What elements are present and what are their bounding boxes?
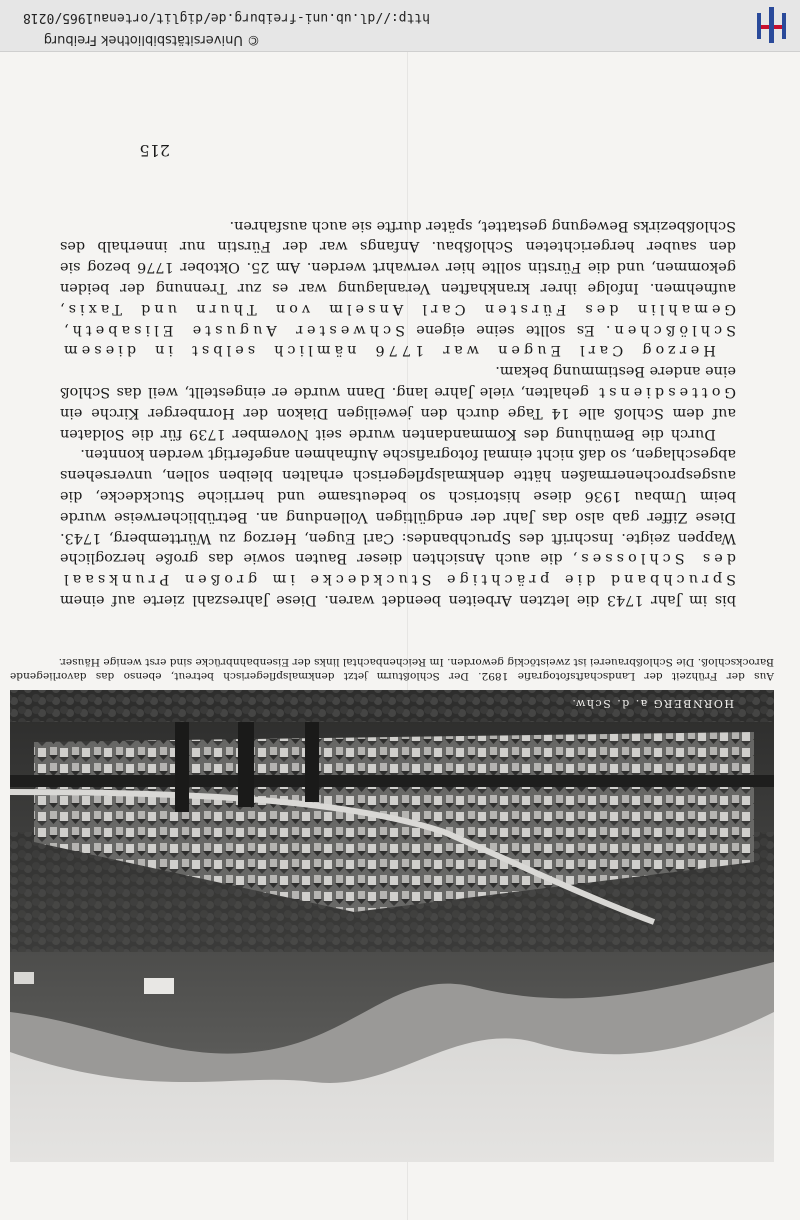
library-header — [0, 0, 800, 52]
landscape-photograph — [10, 690, 774, 1162]
paragraph-text: bis im Jahr 1743 die letzten Arbeiten beendet waren. Diese Jahreszahl zierte auf einem — [60, 592, 736, 608]
ub-freiburg-logo-icon[interactable] — [752, 5, 790, 45]
paragraph-text: Durch die Bemühung des Kommandanten wurde seit November 1739 für die Soldaten auf dem Schloß alle 14 Tage durch den jeweiligen Diakon der Hornberger Kirche ein — [60, 404, 736, 442]
paragraph-text: gehalten, viele Jahre lang. Dann wurde er eingestellt, weil das Schloß eine andere Bestimmung bekam. — [60, 363, 736, 401]
photo-caption: Aus der Frühzeit der Landschaftsfotografie 1892. Der Schloßturm jetzt denkmalspflegerisch betreut, ebenso das davorliegende Barockschloß. Die Schloßbrauerei ist zweistöckig geworden. Im Reichenbachtal links der Eisenbahnbrücke sind erst wenige Häuser. — [10, 656, 774, 682]
paragraph-text: , aufnehmen. Infolge ihrer krankhaften Veranlagung war es zur Trennung der beiden gekommen, und die Fürstin sollte hier verwahrt werden. Am 25. Oktober 1776 bezog sie den sauber hergerichteten Schloßbau. Anfangs war der Fürstin nur innerhalb des Schloßbezirks Bewegung gestattet, später durfte sie auch ausfahren. — [60, 217, 736, 317]
emphasized-text: Spruchband die prächtige Stuckdecke im großen Prunksaal des Schlosses — [60, 550, 736, 588]
photo-inscription: HORNBERG a. d. Schw. — [570, 697, 734, 710]
body-paragraph — [60, 215, 736, 361]
paragraph-text: . Es sollte seine eigene — [404, 321, 611, 338]
emphasized-text: Schwester Auguste Elisabeth, Gemahlin des Fürsten Carl Anselm von Thurn und Taxis — [60, 300, 736, 338]
page-number: 215 — [139, 141, 170, 160]
article-body — [60, 215, 736, 610]
body-paragraph — [60, 444, 736, 610]
paragraph-text: , die auch Ansichten dieser Bauten sowie das große herzogliche Wappen zeigte. Inschrift des Spruchbandes: Carl Eugen, Herzog zu Württemberg, 1743. Diese Ziffer gab also das Jahr der endgültigen Vollendung an. Betrüblicherweise wurde beim Umbau 1936 diese historisch so bedeutsame und herrliche Stuckdecke, die ausgesprochenermaßen hätte denkmalspflegerisch erhalten bleiben sollen, unversehens abgeschlagen, so daß nicht einmal fotografische Aufnahmen angefertigt werden konnten. — [60, 446, 736, 567]
document-url[interactable]: http://dl.ub.uni-freiburg.de/diglit/ortenau1965/0218 — [23, 10, 430, 25]
hornberg-town-view — [10, 690, 774, 1162]
emphasized-text: Herzog Carl Eugen war 1776 nämlich selbst in diesem Schlößchen — [60, 321, 736, 359]
body-paragraph — [60, 360, 736, 443]
emphasized-text: Gottesdienst — [595, 384, 736, 401]
library-name: © Universitätsbibliothek Freiburg — [43, 32, 260, 47]
